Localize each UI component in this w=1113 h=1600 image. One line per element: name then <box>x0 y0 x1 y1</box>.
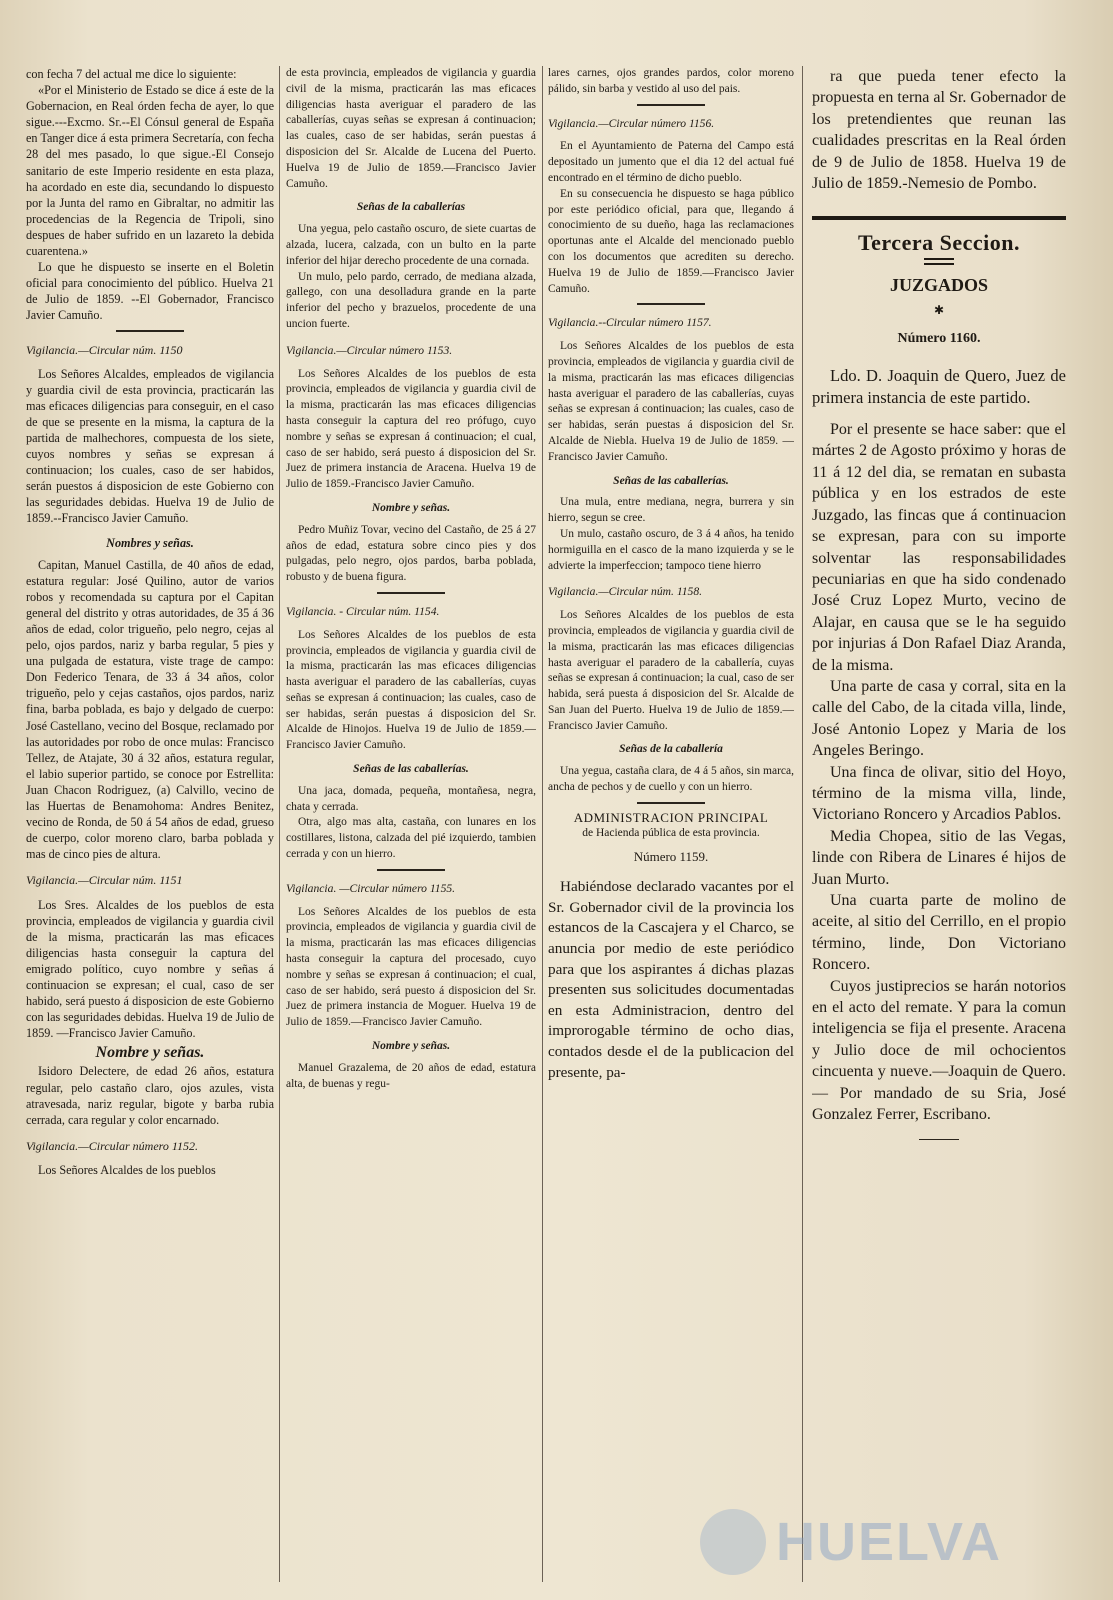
separator <box>377 869 445 871</box>
separator <box>377 592 445 594</box>
circular-1150-names: Capitan, Manuel Castilla, de 40 años de edad, estatura regular: José Quilino, autor de varios robos y recomendada su captura por el Capitan general del distrito y otras autoridades, de 35 á 36 años de edad, color trigueño, pelo negro, cejas al pelo, ojos pardos, nariz y barba regular, 5 pies y una pulgada de estatura, viste trage de campo: Don Federico Tenara, de 33 á 34 años, color trigueño, pelo y cejas castaños, ojos pardos, nariz fina, barba poblada, es bajo y delgado de cuerpo: José Castellano, vecino del Bosque, reclamado por las autoridades por robo de once mulas: Francisco Tellez, de Atajate, 30 á 32 años, estatura regular, el labio superior partido, se conoce por Estrellita: Juan Chacon Rodriguez, (a) Calvillo, vecino de las Huertas de Benamohoma: Andres Benitez, vecino de Ronda, de 50 á 54 años de edad, grueso de cuerpo, color moreno claro, barba poblada y mas de cinco pies de altura. <box>26 557 274 862</box>
section-rule <box>812 216 1066 220</box>
column-rule <box>802 66 803 1582</box>
circular-1157-heading: Vigilancia.--Circular número 1157. <box>548 316 712 330</box>
circular-1154-otra: Otra, algo mas alta, castaña, con lunares en los costillares, listona, calzada del pié izquierdo, tambien cerrada y con un hierro. <box>286 816 536 861</box>
admin-continuation: ra que pueda tener efecto la propuesta en terna al Sr. Gobernador de los pretendientes que reunan las cualidades prescritas en la Real órden de 9 de Julio de 1858. Huelva 19 de Julio de 1859.-Nemesio de Pombo. <box>812 68 1066 193</box>
circular-1153-names: Pedro Muñiz Tovar, vecino del Castaño, de 25 á 27 años de edad, estatura sobre cinco pies y dos pulgadas, pelo negro, ojos pardos, barba poblada, robusto y de buena figura. <box>286 523 536 584</box>
circular-1156-body-1: En el Ayuntamiento de Paterna del Campo está depositado un jumento que el dia 12 del actual fué encontrado en el término de dicho pueblo. <box>548 140 794 184</box>
circular-1153-heading: Vigilancia.—Circular número 1153. <box>286 343 453 357</box>
caballerias-subheading: Señas de la caballerías <box>356 201 466 214</box>
column-1 <box>26 66 274 1586</box>
column-4 <box>812 66 1066 1586</box>
circular-1156-heading: Vigilancia.—Circular número 1156. <box>548 116 715 130</box>
archive-logo-icon <box>700 1509 766 1575</box>
edict-paragraph-6: Cuyos justiprecios se harán notorios en el acto del remate. Y para la comun inteligencia se fija el presente. Aracena y Julio doce de mil ochocientos cincuenta y nueve.—Joaquin de Quero.— Por mandado de su Sria, José Gonzalez Ferrer, Escribano. <box>812 977 1066 1124</box>
quote-text: «Por el Ministerio de Estado se dice á este de la Gobernacion, en Real órden fecha de ayer, lo que sigue.---Excmo. Sr.--El Cónsul general de España en Tanger dice á esta primera Secretaría, con fecha 28 del mes pasado, lo que sigue.-El Consejo sanitario de este Imperio residente en esta plaza, ha acordado en este dia, secundando lo dispuesto por la Junta del ramo en Gibraltar, no admitir las procedencias de la Regencia de Tripoli, sino despues de haber sufrido en un lazareto la debida cuarentena.» <box>26 83 274 259</box>
admin-body: Habiéndose declarado vacantes por el Sr. Gobernador civil de la provincia los estancos de la Cascajera y el Charco, se anuncia por medio de este periódico para que los aspirantes á dichas plazas presenten sus solicitudes documentadas en esta Administracion, dentro del improrogable término de ocho dias, contados desde el de la publicacion del presente, pa- <box>548 878 794 1081</box>
circular-1152-heading: Vigilancia.—Circular número 1152. <box>26 1138 198 1153</box>
caballerias-mulo: Un mulo, pelo pardo, cerrado, de mediana alzada, gallego, con una desolladura grande en la parte inferior del pecho y brazuelos, procedente de una uncion fuerte. <box>286 270 536 330</box>
circular-1158-body: Los Señores Alcaldes de los pueblos de esta provincia, empleados de vigilancia y guardia civil de la misma, practicarán las mas eficaces diligencias hasta averiguar el paradero de la caballería, cuyas señas se expresan á continuacion; la cual, caso de ser habida, será puesta á disposicion del Sr. Alcalde de San Juan del Puerto. Huelva 19 de Julio de 1859.—Francisco Javier Camuño. <box>548 609 794 732</box>
circular-1155-body: Los Señores Alcaldes de los pueblos de esta provincia, empleados de vigilancia y guardia civil de la misma, practicarán las mas eficaces diligencias hasta conseguir la captura del procesado, cuyo nombre y señas se expresan á continuacion; el cual, caso de ser habido, será puesto á disposicion del Sr. Juez de primera instancia de Moguer. Huelva 19 de Julio de 1859.—Francisco Javier Camuño. <box>286 905 536 1029</box>
double-rule <box>924 258 954 265</box>
section-title: Tercera Seccion. <box>858 230 1020 256</box>
circular-1157-body: Los Señores Alcaldes de los pueblos de esta provincia, empleados de vigilancia y guardia civil de la misma, practicarán las mas eficaces diligencias hasta averiguar el paradero de las caballerías, cuyas señas se expresan á continuacion; las cuales, caso de ser habidas, serán puestas á disposicion del Sr. Alcalde de Niebla. Huelva 19 de Julio de 1859. —Francisco Javier Camuño. <box>548 340 794 463</box>
juzgados-heading: JUZGADOS <box>889 274 988 295</box>
watermark-text: HUELVA <box>776 1512 1002 1572</box>
star-ornament-icon: ✱ <box>933 303 945 318</box>
judge-title: Ldo. D. Joaquin de Quero, Juez de primera instancia de este partido. <box>812 366 1066 408</box>
column-2 <box>286 66 536 1586</box>
separator <box>116 330 184 332</box>
column-rule <box>279 66 280 1582</box>
caballerias-yegua: Una yegua, pelo castaño oscuro, de siete cuartas de alzada, lucera, calzada, con un bulto en la parte inferior del hijar derecho procedente de una cornada. <box>286 223 536 267</box>
edict-paragraph-5: Una cuarta parte de molino de aceite, al sitio del Cerrillo, en el propio término, linde, Don Victoriano Roncero. <box>812 892 1066 974</box>
circular-1150-subheading: Nombres y señas. <box>106 535 194 550</box>
circular-1158-heading: Vigilancia.—Circular núm. 1158. <box>548 585 703 599</box>
circular-1155-heading: Vigilancia. —Circular número 1155. <box>286 881 456 895</box>
circular-1154-body: Los Señores Alcaldes de los pueblos de esta provincia, empleados de vigilancia y guardia civil de la misma, practicarán las mas eficaces diligencias hasta averiguar el paradero de las caballerías, cuyas señas se expresan á continuacion; las cuales, caso de ser habidas, serán puestas á disposicion del Sr. Alcalde de Hinojos. Huelva 19 de Julio de 1859.—Francisco Javier Camuño. <box>286 628 536 752</box>
circular-1158-yegua: Una yegua, castaña clara, de 4 á 5 años, sin marca, ancha de pechos y de cuello y con un hierro. <box>548 765 794 794</box>
circular-1151-heading: Vigilancia.—Circular núm. 1151 <box>26 873 183 888</box>
closing-text: Lo que he dispuesto se inserte en el Boletin oficial para conocimiento del público. Huelva 21 de Julio de 1859. --El Gobernador, Francisco Javier Camuño. <box>26 260 274 323</box>
circular-1150-body: Los Señores Alcaldes, empleados de vigilancia y guardia civil de esta provincia, practicarán las mas eficaces diligencias para conseguir, en el caso de que se presente en la misma, la captura de la partida de malhechores, compuesta de los siete, cuyos nombres y señas se expresan á continuacion; los cuales, caso de ser habidos, serán puestos á disposicion de este Gobierno con las seguridades debidas. Huelva 19 de Julio de 1859.--Francisco Javier Camuño. <box>26 366 274 526</box>
admin-number: Número 1159. <box>633 849 709 865</box>
circular-1154-subheading: Señas de las caballerías. <box>353 763 469 776</box>
circular-1150-heading: Vigilancia.—Circular núm. 1150 <box>26 342 183 357</box>
juzgados-number: Número 1160. <box>897 330 981 346</box>
column-3 <box>548 66 794 1586</box>
column-rule <box>542 66 543 1582</box>
circular-1152-body: Los Señores Alcaldes de los pueblos <box>38 1162 216 1177</box>
separator <box>919 1139 959 1140</box>
separator <box>637 802 705 804</box>
archive-watermark <box>700 1502 1100 1582</box>
circular-1154-jaca: Una jaca, domada, pequeña, montañesa, negra, chata y cerrada. <box>286 784 536 813</box>
admin-subtitle: de Hacienda pública de esta provincia. <box>582 826 760 839</box>
edict-paragraph-4: Media Chopea, sitio de las Vegas, linde con Ribera de Linares é hijos de Juan Murto. <box>812 827 1066 888</box>
circular-1152-continuation: de esta provincia, empleados de vigilancia y guardia civil de la misma, practicarán las mas eficaces diligencias hasta averiguar el paradero de las caballerías, cuyas señas se expresan á continuacion; las cuales, caso de ser habidas, serán puestas á disposicion del Sr. Alcalde de Lucena del Puerto. Huelva 19 de Julio de 1859.—Francisco Javier Camuño. <box>286 67 536 190</box>
edict-paragraph-1: Por el presente se hace saber: que el mártes 2 de Agosto próximo y horas de 11 á 12 del dia, se rematan en subasta pública y en los estrados de este Juzgado, las fincas que á continuacion se expresan, para con su importe solventar las responsabilidades pecuniarias en que ha sido condenado José Cruz Lopez Murto, vecino de Alajar, en causa que se le ha seguido por injurias á Don Rafael Diaz Aranda, de la misma. <box>812 421 1066 674</box>
edict-paragraph-3: Una finca de olivar, sitio del Hoyo, término de la misma villa, linde, Victoriano Roncero y Arcadios Pablos. <box>812 763 1066 824</box>
circular-1157-mulo: Un mulo, castaño oscuro, de 3 á 4 años, ha tenido hormiguilla en el casco de la mano izquierda y se le advierte la imperfeccion; tampoco tiene hierro <box>548 527 794 572</box>
separator <box>637 104 705 106</box>
circular-1151-subheading: Nombre y señas. <box>95 1044 205 1062</box>
circular-1151-body: Los Sres. Alcaldes de los pueblos de esta provincia, empleados de vigilancia y guardia civil de la misma, practicarán las mas eficaces diligencias hasta conseguir la captura del emigrado político, cuyo nombre y señas á continuacion se expresan; el cual, caso de ser habido, será puesto á disposicion de este Gobierno con las seguridades debidas. Huelva 19 de Julio de 1859. —Francisco Javier Camuño. <box>26 897 274 1041</box>
circular-1157-mula: Una mula, entre mediana, negra, burrera y sin hierro, segun se cree. <box>548 496 794 525</box>
intro-text: con fecha 7 del actual me dice lo siguiente: <box>26 67 237 81</box>
admin-title: ADMINISTRACION PRINCIPAL <box>573 809 769 825</box>
separator <box>637 303 705 305</box>
circular-1157-subheading: Señas de las caballerías. <box>613 474 729 487</box>
circular-1153-body: Los Señores Alcaldes de los pueblos de esta provincia, empleados de vigilancia y guardia civil de la misma, practicarán las mas eficaces diligencias hasta conseguir la captura del reo prófugo, cuyo nombre y señas se expresan á continuacion; el cual, caso de ser habido, será puesto á disposicion del Sr. Juez de primera instancia de Aracena. Huelva 19 de Julio de 1859.-Francisco Javier Camuño. <box>286 367 536 491</box>
circular-1154-heading: Vigilancia. - Circular núm. 1154. <box>286 604 440 618</box>
circular-1156-body-2: En su consecuencia he dispuesto se haga público por este periódico oficial, para que, llegando á conocimiento de su dueño, haga las reclamaciones oportunas ante el Alcalde del mencionado pueblo con los documentos que acrediten su derecho. Huelva 19 de Julio de 1859.—Francisco Javier Camuño. <box>548 187 794 295</box>
circular-1153-subheading: Nombre y señas. <box>371 501 451 514</box>
circular-1155-names: Manuel Grazalema, de 20 años de edad, estatura alta, de buenas y regu- <box>286 1061 536 1090</box>
circular-1151-names: Isidoro Delectere, de edad 26 años, estatura regular, pelo castaño claro, ojos azules, vista atravesada, nariz regular, bigote y barba rubia cerrada, cara regular y color encarnado. <box>26 1064 274 1127</box>
circular-1155-continuation: lares carnes, ojos grandes pardos, color moreno pálido, sin barba y vestido al uso del pais. <box>548 67 794 95</box>
edict-paragraph-2: Una parte de casa y corral, sita en la calle del Cabo, de la citada villa, linde, José Antonio Lopez y Maria de los Angeles Beringo. <box>812 677 1066 760</box>
circular-1155-subheading: Nombre y señas. <box>371 1040 451 1053</box>
circular-1158-subheading: Señas de la caballería <box>619 743 723 756</box>
